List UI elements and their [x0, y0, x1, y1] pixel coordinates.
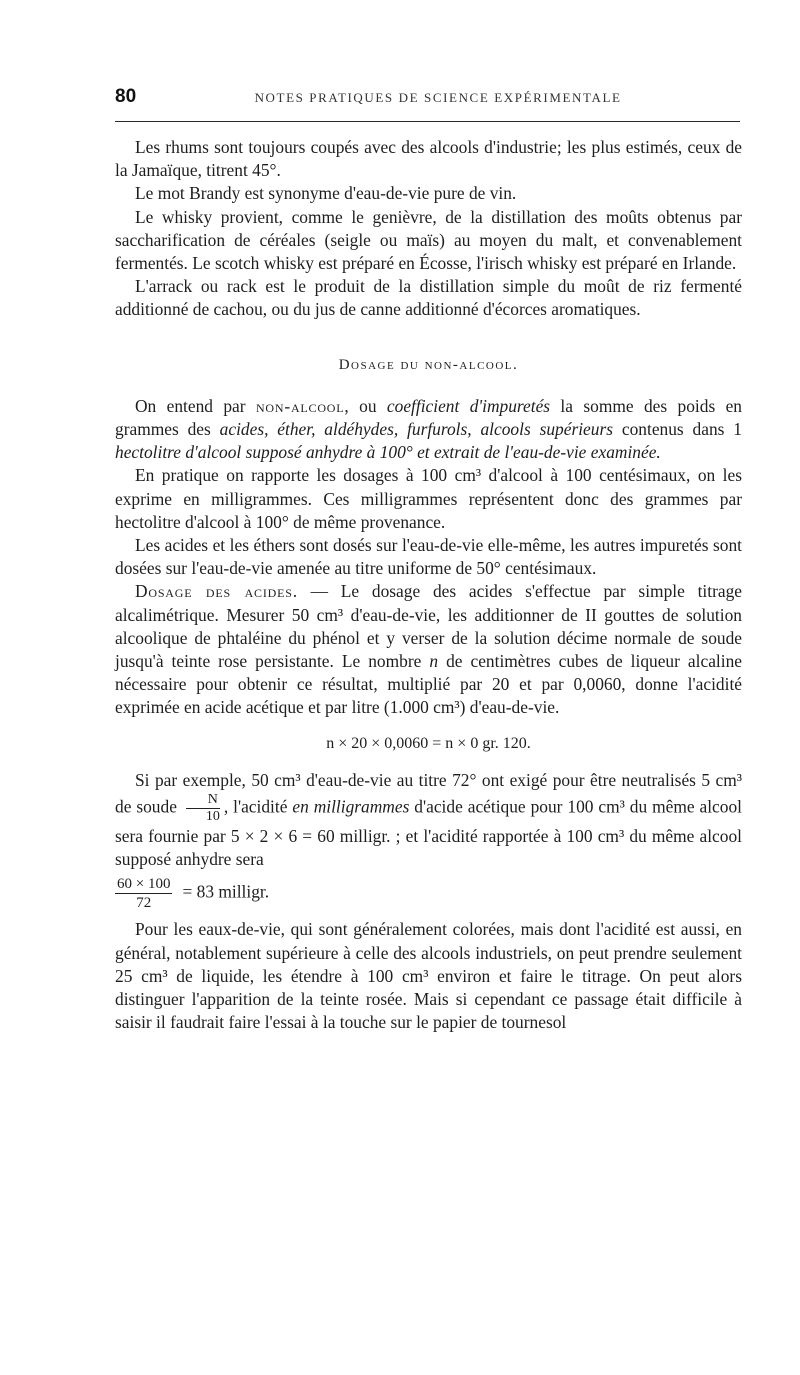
paragraph-whisky: Le whisky provient, comme le genièvre, de la distillation des moûts obtenus par saccharification de céréales (seigle ou maïs) au moyen du malt, et convenablement fermentés. Le scotch whisky est préparé en Écosse, l'irisch whisky est préparé en Irlande.: [115, 206, 742, 274]
header-rule: [115, 121, 740, 122]
text-span: contenus dans: [613, 419, 734, 440]
definition-tail: hectolitre d'alcool supposé anhydre à 100° et extrait de l'eau-de-vie examinée.: [115, 442, 661, 463]
paragraph-brandy: Le mot Brandy est synonyme d'eau-de-vie pure de vin.: [135, 183, 517, 204]
text-span: On entend par: [135, 395, 256, 416]
formula-acidite: n × 20 × 0,0060 = n × 0 gr. 120.: [326, 734, 531, 752]
paragraph-rhums: Les rhums sont toujours coupés avec des alcools d'industrie; les plus estimés, ceux de la Jamaïque, titrent 45°.: [115, 137, 742, 181]
text-span: de centimètres cubes de liqueur alcaline nécessaire pour obtenir ce résultat, multiplié par 20 et par 0,0060, donne l'acidité exprimée en acide acétique et par litre (1.000 cm³) d'eau-de-vie.: [115, 651, 742, 718]
section-title-non-alcool: Dosage du non-alcool.: [338, 356, 519, 373]
page-body: [115, 136, 742, 1035]
text-span: , ou: [344, 395, 387, 416]
page-header: [115, 86, 740, 108]
paragraph-dosage-acides: [115, 580, 742, 719]
paragraph-acides-ethers: Les acides et les éthers sont dosés sur l'eau-de-vie elle-même, les autres impuretés sont dosées sur l'eau-de-vie amenée au titre uniforme de 50° centésimaux.: [115, 535, 742, 579]
text-span: la somme des poids en grammes des: [115, 395, 743, 440]
text-span: d'acide acétique pour 100 cm³ du même alcool sera fournie par 5 × 2 × 6 = 60 milligr. ; et l'acidité rapportée à 100 cm³ du même alcool supposé anhydre sera: [115, 796, 742, 870]
variable-n: n: [429, 651, 439, 672]
fraction-n-10: [186, 792, 220, 825]
text-span: — Le dosage des acides s'effectue par simple titrage alcalimétrique. Mesurer 50 cm³ d'eau-de-vie, les additionner de II gouttes de solution alcoolique de phtaléine du phénol et y verser de la solution décime normale de soude jusqu'à teinte rose persistante. Le nombre: [115, 581, 742, 672]
running-title: NOTES PRATIQUES DE SCIENCE EXPÉRIMENTALE: [254, 90, 622, 105]
paragraph-exemple: [115, 769, 742, 872]
section-title-acides: Dosage des acides.: [135, 581, 298, 602]
paragraph-eaux-de-vie: Pour les eaux-de-vie, qui sont généralement colorées, mais dont l'acidité est aussi, en général, notablement supérieure à celle des alcools industriels, on peut prendre seulement 25 cm³ de liquide, les étendre à 100 cm³ environ et faire le titrage. On peut alors distinguer l'apparition de la teinte rosée. Mais si cependant ce passage était difficile à saisir il faudrait faire l'essai à la touche sur le papier de tournesol: [115, 919, 742, 1033]
impurity-list: acides, éther, aldéhydes, furfurols, alcools supérieurs: [219, 419, 614, 440]
term-non-alcool: non-alcool: [255, 395, 345, 416]
term-milligrammes: en milligrammes: [292, 796, 410, 817]
paragraph-arrack: L'arrack ou rack est le produit de la distillation simple du moût de riz fermenté additionné de cachou, ou du jus de canne additionné d'écorces aromatiques.: [115, 276, 742, 320]
fraction-numerator: N: [207, 792, 218, 808]
term-coefficient: coefficient d'impuretés: [386, 395, 551, 416]
paragraph-pratique: En pratique on rapporte les dosages à 100 cm³ d'alcool à 100 centésimaux, on les exprime en milligrammes. Ces milligrammes représentent donc des grammes par hectolitre d'alcool à 100° de même provenance.: [115, 465, 742, 532]
fraction-numerator: 60 × 100: [117, 876, 171, 893]
text-span: , l'acidité: [223, 796, 293, 817]
formula-anhydre: [115, 875, 742, 912]
fraction-result: = 83 milligr.: [182, 881, 270, 902]
page-number: 80: [115, 86, 137, 107]
fraction-denominator: 10: [186, 808, 220, 825]
paragraph-definition-non-alcool: [115, 395, 742, 465]
quantity: 1: [733, 419, 742, 440]
text-span: Si par exemple, 50 cm³ d'eau-de-vie au titre 72° ont exigé pour être neutralisés 5 cm³ de soude: [115, 769, 742, 817]
fraction-60x100-72: [115, 875, 172, 912]
fraction-denominator: 72: [115, 893, 172, 912]
